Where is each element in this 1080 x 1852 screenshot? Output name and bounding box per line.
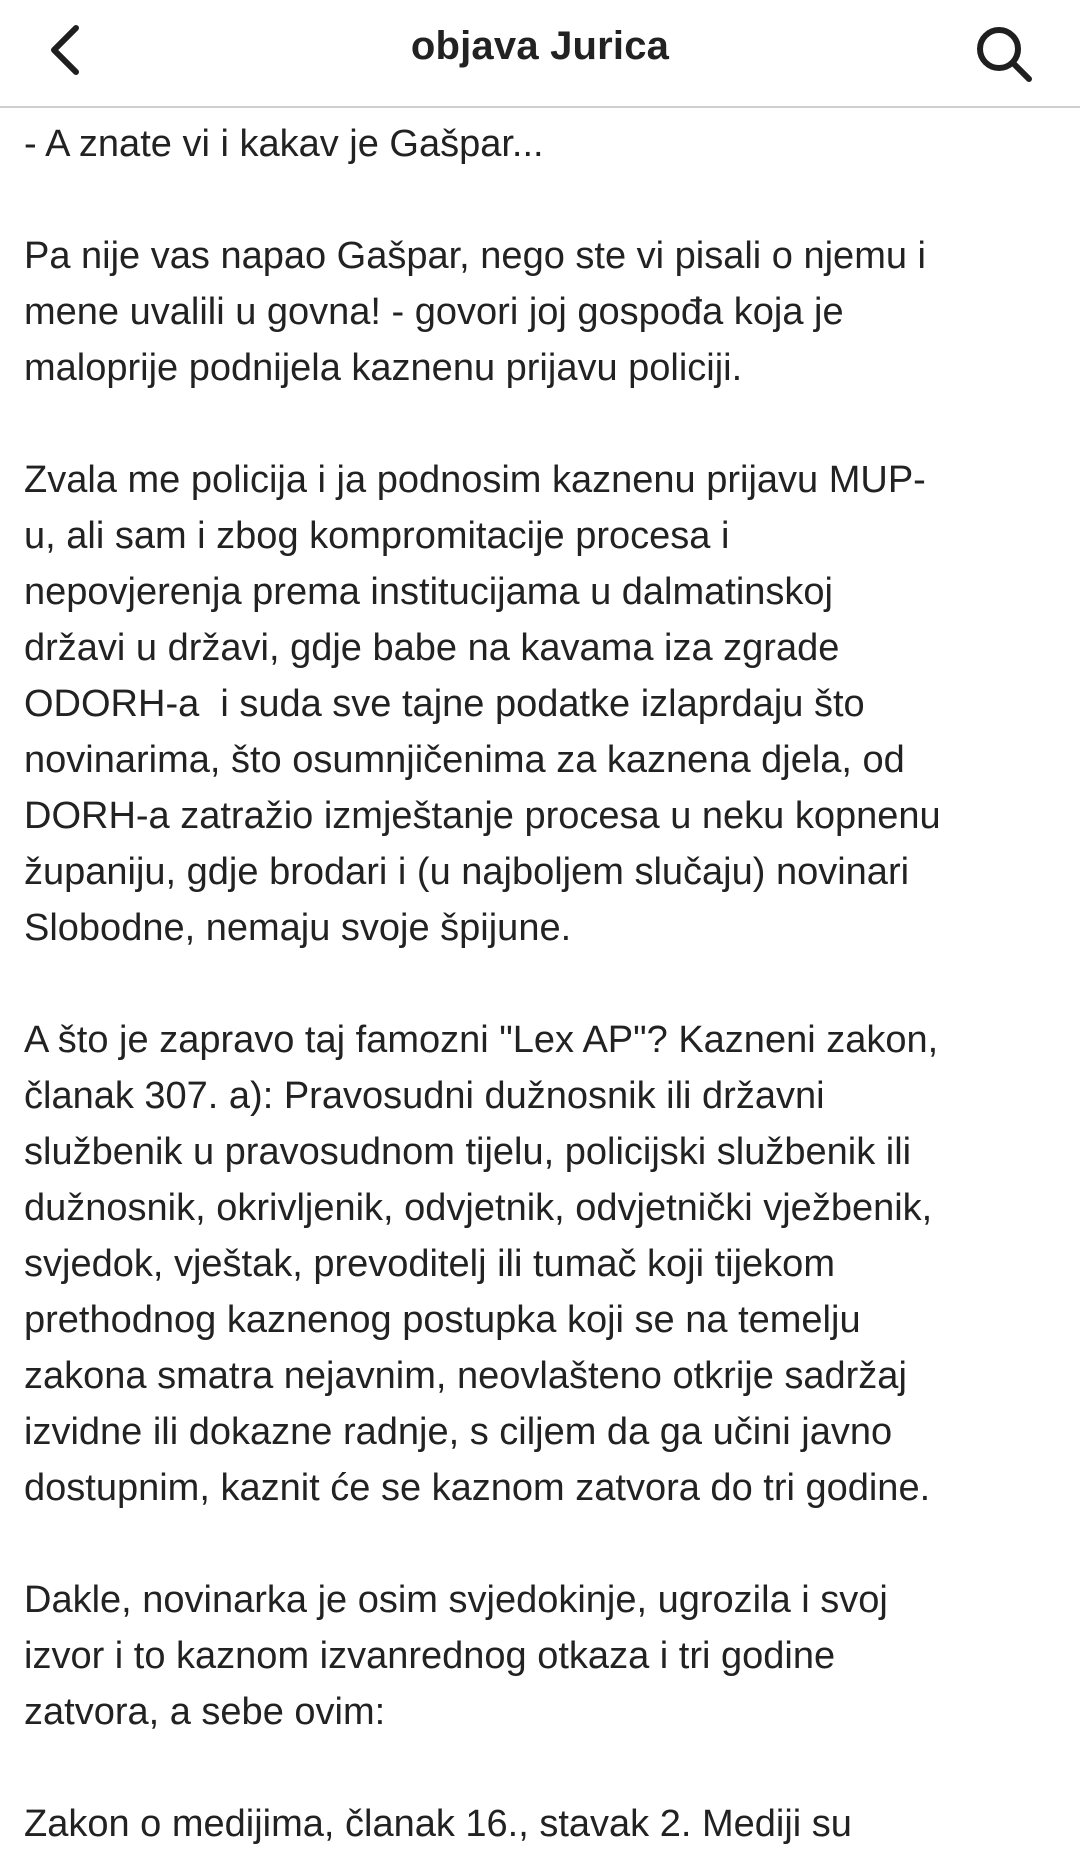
paragraph-line: Zakon o medijima, članak 16., stavak 2. Mediji su [24,1803,852,1845]
paragraph-line: službenik u pravosudnom tijelu, policijski službenik ili [24,1131,912,1173]
search-button[interactable] [968,18,1040,90]
paragraph-line: nepovjerenja prema institucijama u dalmatinskoj [24,571,833,613]
paragraph-line: zakona smatra nejavnim, neovlašteno otkrije sadržaj [24,1355,907,1397]
post-paragraph [24,1796,1064,1852]
page-title: objava Jurica [410,24,670,68]
paragraph-line: izvidne ili dokazne radnje, s ciljem da ga učini javno [24,1411,893,1453]
post-paragraph [24,452,1064,956]
post-paragraph [24,228,1064,396]
paragraph-line: maloprije podnijela kaznenu prijavu policiji. [24,347,743,389]
paragraph-line: Slobodne, nemaju svoje špijune. [24,907,572,949]
paragraph-spacer [24,396,1064,452]
paragraph-line: zatvora, a sebe ovim: [24,1691,386,1733]
paragraph-line: DORH-a zatražio izmještanje procesa u neku kopnenu [24,795,941,837]
paragraph-line: članak 307. a): Pravosudni dužnosnik ili državni [24,1075,825,1117]
search-icon [973,23,1035,85]
paragraph-line: - A znate vi i kakav je Gašpar... [24,123,544,165]
paragraph-line: ODORH-a i suda sve tajne podatke izlaprdaju što [24,683,865,725]
post-paragraph [24,1572,1064,1740]
post-paragraph [24,116,1064,172]
paragraph-line: A što je zapravo taj famozni "Lex AP"? Kazneni zakon, [24,1019,939,1061]
paragraph-line: dužnosnik, okrivljenik, odvjetnik, odvjetnički vježbenik, [24,1187,933,1229]
paragraph-line: u, ali sam i zbog kompromitacije procesa i [24,515,730,557]
paragraph-spacer [24,172,1064,228]
paragraph-spacer [24,956,1064,1012]
post-paragraph [24,1012,1064,1516]
paragraph-line: novinarima, što osumnjičenima za kaznena djela, od [24,739,905,781]
paragraph-line: županiju, gdje brodari i (u najboljem slučaju) novinari [24,851,910,893]
paragraph-spacer [24,1516,1064,1572]
paragraph-line: državi u državi, gdje babe na kavama iza zgrade [24,627,840,669]
paragraph-line: Pa nije vas napao Gašpar, nego ste vi pisali o njemu i [24,235,926,277]
paragraph-line: mene uvalili u govna! - govori joj gospođa koja je [24,291,844,333]
paragraph-line: svjedok, vještak, prevoditelj ili tumač koji tijekom [24,1243,835,1285]
post-content [24,116,1064,1852]
paragraph-line: prethodnog kaznenog postupka koji se na temelju [24,1299,861,1341]
paragraph-line: Dakle, novinarka je osim svjedokinje, ugrozila i svoj [24,1579,888,1621]
paragraph-spacer [24,1740,1064,1796]
paragraph-line: dostupnim, kaznit će se kaznom zatvora do tri godine. [24,1467,931,1509]
paragraph-line: izvor i to kaznom izvanrednog otkaza i tri godine [24,1635,836,1677]
app-bar [0,0,1080,108]
paragraph-line: Zvala me policija i ja podnosim kaznenu prijavu MUP- [24,459,926,501]
